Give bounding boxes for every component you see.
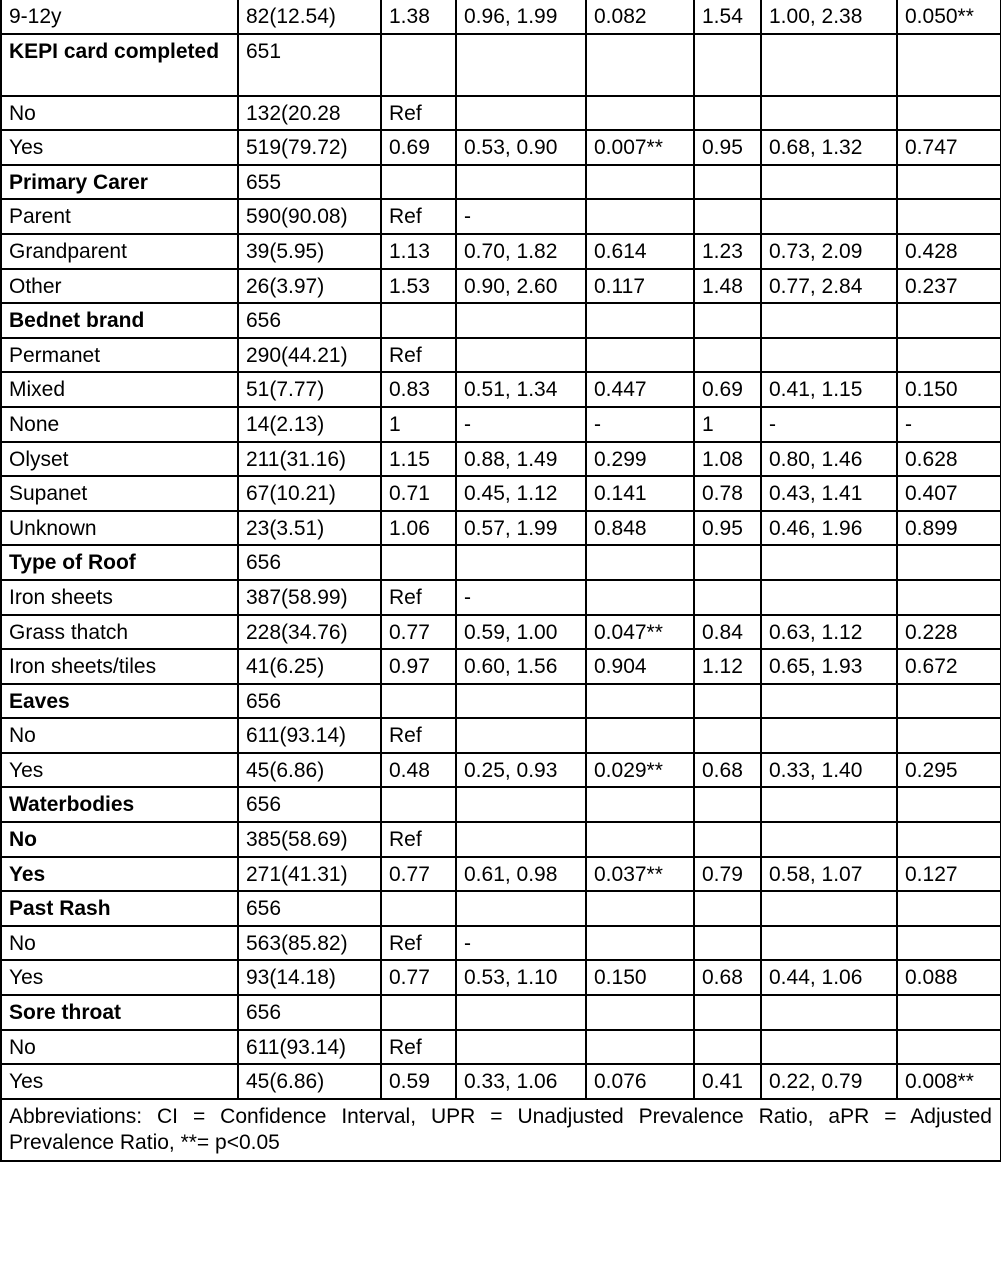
table-cell: 0.047**	[586, 615, 694, 650]
table-cell: 0.447	[586, 372, 694, 407]
table-cell	[456, 995, 586, 1030]
table-cell	[694, 995, 761, 1030]
table-cell	[456, 891, 586, 926]
table-cell	[761, 995, 897, 1030]
table-cell	[897, 545, 1001, 580]
table-cell	[586, 787, 694, 822]
table-cell	[897, 338, 1001, 373]
table-section-row	[1, 34, 1001, 96]
row-label-cell: No	[1, 96, 238, 131]
table-cell	[586, 545, 694, 580]
table-cell	[761, 926, 897, 961]
table-cell: 0.141	[586, 476, 694, 511]
table-cell: 132(20.28	[238, 96, 381, 131]
table-cell: 0.037**	[586, 857, 694, 892]
table-cell	[897, 995, 1001, 1030]
row-label-cell: Unknown	[1, 511, 238, 546]
table-cell: 590(90.08)	[238, 199, 381, 234]
table-row	[1, 580, 1001, 615]
table-cell	[381, 545, 456, 580]
table-row	[1, 442, 1001, 477]
table-cell: 0.41, 1.15	[761, 372, 897, 407]
table-cell	[897, 684, 1001, 719]
row-label-cell: Type of Roof	[1, 545, 238, 580]
row-label-cell: Eaves	[1, 684, 238, 719]
table-cell	[897, 34, 1001, 96]
row-label-cell: Yes	[1, 857, 238, 892]
row-label-cell: Iron sheets/tiles	[1, 649, 238, 684]
row-label-cell: KEPI card completed	[1, 34, 238, 96]
table-cell	[694, 926, 761, 961]
table-cell: 0.050**	[897, 0, 1001, 34]
table-cell: 1.12	[694, 649, 761, 684]
table-row	[1, 0, 1001, 34]
table-cell: 0.57, 1.99	[456, 511, 586, 546]
table-row	[1, 1030, 1001, 1065]
table-cell: 93(14.18)	[238, 960, 381, 995]
table-cell: 1	[381, 407, 456, 442]
table-cell	[694, 787, 761, 822]
table-cell: Ref	[381, 96, 456, 131]
table-cell	[761, 34, 897, 96]
table-row	[1, 407, 1001, 442]
table-cell	[897, 718, 1001, 753]
table-cell	[381, 891, 456, 926]
table-cell: 0.58, 1.07	[761, 857, 897, 892]
table-cell	[694, 718, 761, 753]
table-row	[1, 234, 1001, 269]
table-cell	[761, 891, 897, 926]
table-row	[1, 1064, 1001, 1099]
row-label-cell: Parent	[1, 199, 238, 234]
table-section-row	[1, 303, 1001, 338]
row-label-cell: Mixed	[1, 372, 238, 407]
table-cell: 0.33, 1.40	[761, 753, 897, 788]
table-cell: 1.54	[694, 0, 761, 34]
table-cell: 0.150	[586, 960, 694, 995]
table-cell: -	[586, 407, 694, 442]
table-cell: 0.082	[586, 0, 694, 34]
table-cell: 0.899	[897, 511, 1001, 546]
row-label-cell: Other	[1, 269, 238, 304]
table-cell: 1.48	[694, 269, 761, 304]
table-cell	[761, 338, 897, 373]
table-cell	[897, 303, 1001, 338]
table-row	[1, 476, 1001, 511]
table-cell: Ref	[381, 580, 456, 615]
table-cell: Ref	[381, 926, 456, 961]
table-cell: 0.628	[897, 442, 1001, 477]
table-cell: 0.614	[586, 234, 694, 269]
row-label-cell: Grandparent	[1, 234, 238, 269]
table-cell: 656	[238, 787, 381, 822]
table-cell: 0.672	[897, 649, 1001, 684]
table-cell	[761, 165, 897, 200]
row-label-cell: Yes	[1, 960, 238, 995]
table-cell: 655	[238, 165, 381, 200]
row-label-cell: Yes	[1, 753, 238, 788]
table-cell	[761, 822, 897, 857]
table-row	[1, 269, 1001, 304]
table-cell: 0.299	[586, 442, 694, 477]
table-row	[1, 753, 1001, 788]
table-cell	[897, 1030, 1001, 1065]
table-cell: 0.73, 2.09	[761, 234, 897, 269]
row-label-cell: No	[1, 926, 238, 961]
row-label-cell: Iron sheets	[1, 580, 238, 615]
table-section-row	[1, 995, 1001, 1030]
table-cell	[897, 926, 1001, 961]
row-label-cell: Grass thatch	[1, 615, 238, 650]
table-section-row	[1, 684, 1001, 719]
table-cell	[694, 303, 761, 338]
table-cell: 0.68	[694, 960, 761, 995]
table-cell: 0.228	[897, 615, 1001, 650]
table-cell: 656	[238, 684, 381, 719]
table-cell: -	[456, 580, 586, 615]
table-cell: 0.80, 1.46	[761, 442, 897, 477]
table-cell: 0.59, 1.00	[456, 615, 586, 650]
row-label-cell: Permanet	[1, 338, 238, 373]
table-cell: 39(5.95)	[238, 234, 381, 269]
table-cell	[897, 165, 1001, 200]
table-cell	[381, 34, 456, 96]
table-cell	[456, 787, 586, 822]
table-cell	[694, 580, 761, 615]
table-cell	[694, 822, 761, 857]
table-cell	[897, 891, 1001, 926]
table-cell: 0.150	[897, 372, 1001, 407]
table-cell	[694, 165, 761, 200]
table-cell: 0.77	[381, 615, 456, 650]
table-cell: Ref	[381, 822, 456, 857]
table-cell: 0.63, 1.12	[761, 615, 897, 650]
table-cell	[761, 199, 897, 234]
table-cell: 0.60, 1.56	[456, 649, 586, 684]
row-label-cell: Bednet brand	[1, 303, 238, 338]
table-cell: 0.61, 0.98	[456, 857, 586, 892]
table-cell: 0.088	[897, 960, 1001, 995]
table-cell: 0.848	[586, 511, 694, 546]
table-cell: 651	[238, 34, 381, 96]
table-cell	[586, 1030, 694, 1065]
row-label-cell: No	[1, 718, 238, 753]
table-footnote: Abbreviations: CI = Confidence Interval, UPR = Unadjusted Prevalence Ratio, aPR = Adjusted Prevalence Ratio, **= p<0.05	[1, 1099, 1001, 1161]
table-cell	[586, 718, 694, 753]
table-cell	[456, 338, 586, 373]
table-cell	[761, 545, 897, 580]
table-cell	[761, 718, 897, 753]
footnote-row	[1, 1099, 1001, 1161]
table-cell: 1.06	[381, 511, 456, 546]
table-cell: 0.90, 2.60	[456, 269, 586, 304]
table-cell	[761, 1030, 897, 1065]
table-cell: 82(12.54)	[238, 0, 381, 34]
table-cell: 0.428	[897, 234, 1001, 269]
table-cell	[694, 96, 761, 131]
table-cell: 1.00, 2.38	[761, 0, 897, 34]
table-cell: 0.117	[586, 269, 694, 304]
table-cell: 41(6.25)	[238, 649, 381, 684]
table-cell	[586, 165, 694, 200]
table-cell	[586, 995, 694, 1030]
table-cell: 0.029**	[586, 753, 694, 788]
table-cell: 0.127	[897, 857, 1001, 892]
table-cell: 387(58.99)	[238, 580, 381, 615]
table-cell	[586, 96, 694, 131]
table-row	[1, 130, 1001, 165]
table-cell	[586, 891, 694, 926]
row-label-cell: Sore throat	[1, 995, 238, 1030]
table-cell: 611(93.14)	[238, 718, 381, 753]
table-cell: 656	[238, 303, 381, 338]
row-label-cell: Olyset	[1, 442, 238, 477]
table-cell	[456, 718, 586, 753]
table-cell	[694, 338, 761, 373]
table-cell: 0.22, 0.79	[761, 1064, 897, 1099]
table-row	[1, 615, 1001, 650]
table-cell: 0.46, 1.96	[761, 511, 897, 546]
table-row	[1, 960, 1001, 995]
row-label-cell: Waterbodies	[1, 787, 238, 822]
table-cell: 51(7.77)	[238, 372, 381, 407]
table-cell: 0.79	[694, 857, 761, 892]
table-row	[1, 338, 1001, 373]
table-cell: 0.44, 1.06	[761, 960, 897, 995]
table-cell	[694, 1030, 761, 1065]
table-cell: Ref	[381, 718, 456, 753]
table-section-row	[1, 787, 1001, 822]
table-cell: 0.68	[694, 753, 761, 788]
table-cell: -	[761, 407, 897, 442]
table-cell: 0.77	[381, 857, 456, 892]
table-cell	[456, 1030, 586, 1065]
table-cell: 0.007**	[586, 130, 694, 165]
table-cell: 519(79.72)	[238, 130, 381, 165]
table-row	[1, 96, 1001, 131]
table-cell: 0.77, 2.84	[761, 269, 897, 304]
table-cell	[694, 199, 761, 234]
table-cell: 563(85.82)	[238, 926, 381, 961]
table-body	[1, 0, 1001, 1099]
table-cell: 0.97	[381, 649, 456, 684]
row-label-cell: No	[1, 822, 238, 857]
table-cell: 0.295	[897, 753, 1001, 788]
table-cell: 0.904	[586, 649, 694, 684]
table-cell: 385(58.69)	[238, 822, 381, 857]
row-label-cell: Past Rash	[1, 891, 238, 926]
table-cell: 0.65, 1.93	[761, 649, 897, 684]
table-cell	[381, 787, 456, 822]
table-cell: 0.008**	[897, 1064, 1001, 1099]
table-cell: 0.88, 1.49	[456, 442, 586, 477]
table-cell	[456, 545, 586, 580]
table-row	[1, 857, 1001, 892]
table-cell	[381, 684, 456, 719]
table-cell: 0.95	[694, 130, 761, 165]
table-cell	[381, 995, 456, 1030]
table-cell	[456, 303, 586, 338]
table-cell: 26(3.97)	[238, 269, 381, 304]
table-cell: -	[456, 407, 586, 442]
table-cell: 271(41.31)	[238, 857, 381, 892]
table-section-row	[1, 165, 1001, 200]
table-cell	[761, 684, 897, 719]
table-cell: -	[456, 926, 586, 961]
table-cell: 1	[694, 407, 761, 442]
row-label-cell: Supanet	[1, 476, 238, 511]
table-cell: 0.076	[586, 1064, 694, 1099]
table-cell	[897, 580, 1001, 615]
table-cell: 228(34.76)	[238, 615, 381, 650]
table-cell: 1.23	[694, 234, 761, 269]
table-cell: 0.45, 1.12	[456, 476, 586, 511]
table-cell	[456, 165, 586, 200]
table-cell: 0.77	[381, 960, 456, 995]
table-cell	[586, 34, 694, 96]
table-cell: 0.78	[694, 476, 761, 511]
table-cell	[381, 303, 456, 338]
table-cell: 0.70, 1.82	[456, 234, 586, 269]
table-cell: 0.83	[381, 372, 456, 407]
table-section-row	[1, 891, 1001, 926]
table-cell: 1.13	[381, 234, 456, 269]
table-cell: 0.51, 1.34	[456, 372, 586, 407]
table-cell: 0.84	[694, 615, 761, 650]
row-label-cell: No	[1, 1030, 238, 1065]
table-cell: 0.53, 0.90	[456, 130, 586, 165]
table-cell: 656	[238, 995, 381, 1030]
table-cell: 0.237	[897, 269, 1001, 304]
table-cell: 656	[238, 891, 381, 926]
table-section-row	[1, 545, 1001, 580]
table-row	[1, 372, 1001, 407]
table-row	[1, 649, 1001, 684]
table-cell: -	[897, 407, 1001, 442]
table-cell: 0.747	[897, 130, 1001, 165]
table-cell	[694, 34, 761, 96]
table-row	[1, 822, 1001, 857]
table-cell: -	[456, 199, 586, 234]
table-cell: 0.48	[381, 753, 456, 788]
row-label-cell: Primary Carer	[1, 165, 238, 200]
table-cell	[586, 338, 694, 373]
table-cell: 0.59	[381, 1064, 456, 1099]
table-cell: Ref	[381, 199, 456, 234]
row-label-cell: Yes	[1, 130, 238, 165]
table-cell	[761, 787, 897, 822]
table-cell: 45(6.86)	[238, 1064, 381, 1099]
table-cell: 0.33, 1.06	[456, 1064, 586, 1099]
table-cell	[586, 303, 694, 338]
table-cell: 1.15	[381, 442, 456, 477]
table-cell: 0.41	[694, 1064, 761, 1099]
table-cell	[586, 926, 694, 961]
table-cell	[456, 684, 586, 719]
table-cell	[761, 580, 897, 615]
table-cell	[897, 96, 1001, 131]
table-cell: 1.53	[381, 269, 456, 304]
table-cell	[694, 545, 761, 580]
table-cell: 0.53, 1.10	[456, 960, 586, 995]
table-cell	[761, 96, 897, 131]
table-cell: 656	[238, 545, 381, 580]
table-cell: 45(6.86)	[238, 753, 381, 788]
table-cell	[897, 787, 1001, 822]
table-cell: 23(3.51)	[238, 511, 381, 546]
table-cell: 0.43, 1.41	[761, 476, 897, 511]
table-row	[1, 511, 1001, 546]
table-cell	[456, 822, 586, 857]
table-cell	[456, 96, 586, 131]
table-cell	[761, 303, 897, 338]
table-row	[1, 199, 1001, 234]
table-cell	[586, 580, 694, 615]
row-label-cell: 9-12y	[1, 0, 238, 34]
table-cell	[897, 822, 1001, 857]
table-cell	[586, 684, 694, 719]
table-cell: 611(93.14)	[238, 1030, 381, 1065]
table-cell	[586, 199, 694, 234]
table-cell: 0.407	[897, 476, 1001, 511]
table-cell	[694, 684, 761, 719]
table-cell: 1.08	[694, 442, 761, 477]
row-label-cell: Yes	[1, 1064, 238, 1099]
table-cell	[586, 822, 694, 857]
table-cell	[456, 34, 586, 96]
table-cell: 67(10.21)	[238, 476, 381, 511]
table-cell: 211(31.16)	[238, 442, 381, 477]
table-cell: 0.68, 1.32	[761, 130, 897, 165]
table-cell: 290(44.21)	[238, 338, 381, 373]
table-row	[1, 718, 1001, 753]
table-cell: 14(2.13)	[238, 407, 381, 442]
table-cell: 0.69	[694, 372, 761, 407]
table-cell: 0.25, 0.93	[456, 753, 586, 788]
table-cell: 0.96, 1.99	[456, 0, 586, 34]
table-cell: Ref	[381, 1030, 456, 1065]
table-cell: 0.69	[381, 130, 456, 165]
table-cell: 1.38	[381, 0, 456, 34]
table-cell: 0.71	[381, 476, 456, 511]
table-cell	[694, 891, 761, 926]
table-row	[1, 926, 1001, 961]
table-cell	[381, 165, 456, 200]
row-label-cell: None	[1, 407, 238, 442]
table-cell	[897, 199, 1001, 234]
table-cell: 0.95	[694, 511, 761, 546]
table-cell: Ref	[381, 338, 456, 373]
